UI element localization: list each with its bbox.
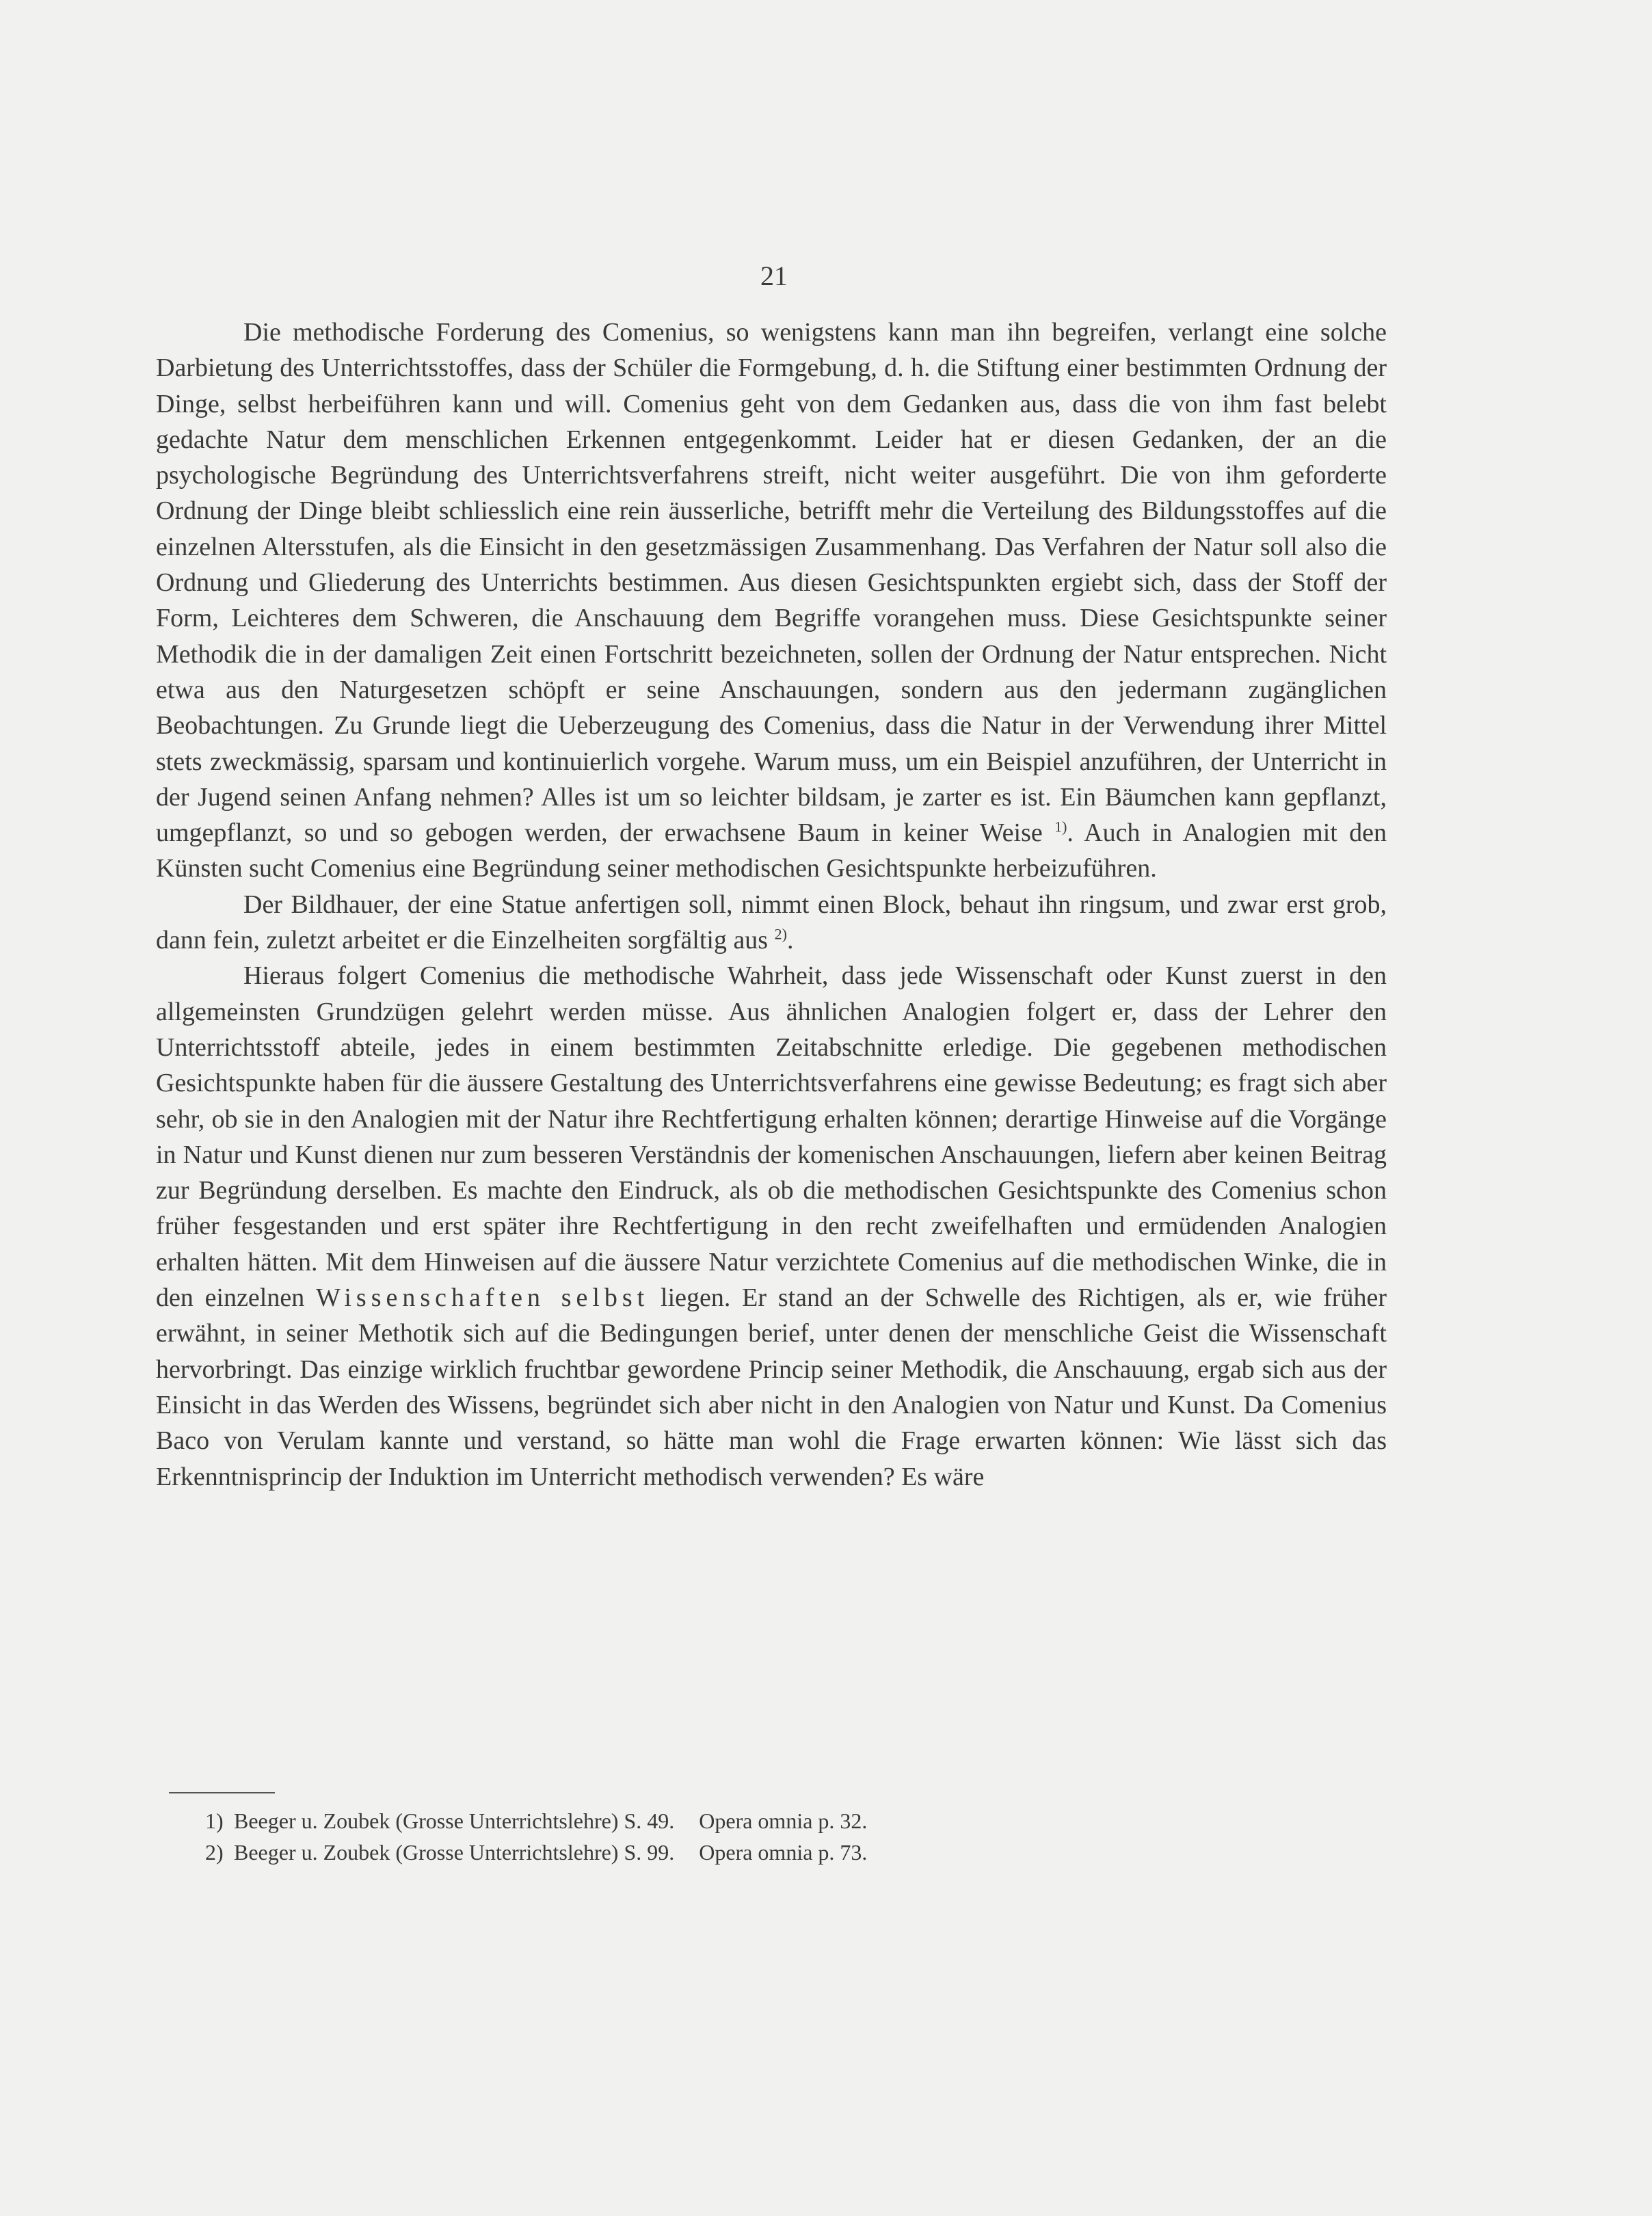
text-run: Hieraus folgert Comenius die methodische Wahrheit, dass jede Wissenschaft oder Kunst zuerst in den allgemeinsten Grundzügen gelehrt werden müsse. Aus ähnlichen Analogien folgert er, dass der Lehrer den Unterrichtsstoff abteile, jedes in einem bestimmten Zeitabschnitte erledige. Die gegebenen methodischen Gesichtspunkte haben für die äussere Gestaltung des Unterrichtsverfahrens eine gewisse Bedeutung; es fragt sich aber sehr, ob sie in den Analogien mit der Natur ihre Rechtfertigung erhalten können; derartige Hinweise auf die Vorgänge in Natur und Kunst dienen nur zum besseren Verständnis der komenischen Anschauungen, liefern aber keinen Beitrag zur Begründung derselben. Es machte den Eindruck, als ob die methodischen Gesichtspunkte des Comenius schon früher fesgestanden und erst später ihre Rechtfertigung in den recht zweifelhaften und ermüdenden Analogien erhalten hätten. Mit dem Hinweisen auf die äussere Natur verzichtete Comenius auf die methodischen Winke, die in den einzelnen (156, 961, 1387, 1313)
emphasis-spaced: Wissenschaften selbst (316, 1283, 650, 1313)
body-text (156, 315, 1387, 1495)
text-run: Die methodische Forderung des Comenius, so wenigstens kann man ihn begreifen, verlangt eine solche Darbietung des Unterrichtsstoffes, dass der Schüler die Formgebung, d. h. die Stiftung einer bestimmten Ordnung der Dinge, selbst herbeiführen kann und will. Comenius geht von dem Gedanken aus, dass die von ihm fast belebt gedachte Natur dem menschlichen Erkennen entgegenkommt. Leider hat er diesen Gedanken, der an die psychologische Begründung des Unterrichtsverfahrens streift, nicht weiter ausgeführt. Die von ihm geforderte Ordnung der Dinge bleibt schliesslich eine rein äusserliche, betrifft mehr die Verteilung des Bildungsstoffes auf die einzelnen Altersstufen, als die Einsicht in den gesetzmässigen Zusammenhang. Das Verfahren der Natur soll also die Ordnung und Gliederung des Unterrichts bestimmen. Aus diesen Gesichtspunkten ergiebt sich, dass der Stoff der Form, Leichteres dem Schweren, die Anschauung dem Begriffe vorangehen muss. Diese Gesichtspunkte seiner Methodik die in der damaligen Zeit einen Fortschritt bezeichneten, sollen der Ordnung der Natur entsprechen. Nicht etwa aus den Naturgesetzen schöpft er seine Anschauungen, sondern aus den jedermann zugänglichen Beobachtungen. Zu Grunde liegt die Ueberzeugung des Comenius, dass die Natur in der Verwendung ihrer Mittel stets zweckmässig, sparsam und kontinuierlich vorgehe. Warum muss, um ein Beispiel anzuführen, der Unterricht in der Jugend seinen Anfang nehmen? Alles ist um so leichter bildsam, je zarter es ist. Ein Bäumchen kann gepflanzt, umgepflanzt, so und so gebogen werden, der erwachsene Baum in keiner Weise (156, 318, 1387, 848)
footnote-citation: Beeger u. Zoubek (Grosse Unterrichtslehre) S. 49. (234, 1808, 675, 1833)
footnote-opera: Opera omnia p. 32. (699, 1808, 868, 1833)
footnote-divider (169, 1792, 275, 1793)
paragraph (156, 887, 1387, 959)
footnote-ref: 1) (1054, 818, 1067, 836)
footnotes (205, 1805, 1231, 1868)
footnote-marker: 1) (205, 1808, 224, 1833)
footnote-ref: 2) (774, 925, 787, 943)
footnote-marker: 2) (205, 1840, 224, 1865)
footnote (205, 1837, 1231, 1868)
text-run: liegen. Er stand an der Schwelle des Richtigen, als er, wie früher erwähnt, in seiner Methotik sich auf die Bedingungen berief, unter denen der menschliche Geist die Wissenschaft hervorbringt. Das einzige wirklich fruchtbar gewordene Princip seiner Methodik, die Anschauung, ergab sich aus der Einsicht in das Werden des Wissens, begründet sich aber nicht in den Analogien von Natur und Kunst. Da Comenius Baco von Verulam kannte und verstand, so hätte man wohl die Frage erwarten können: Wie lässt sich das Erkenntnisprincip der Induktion im Unterricht methodisch verwenden? Es wäre (156, 1283, 1387, 1491)
footnote-opera: Opera omnia p. 73. (699, 1840, 868, 1865)
footnote (205, 1805, 1231, 1837)
text-run: . Auch in Analogien mit den Künsten sucht Comenius eine Begründung seiner methodischen Gesichtspunkte herbeizuführen. (156, 818, 1387, 883)
text-run: Der Bildhauer, der eine Statue anfertigen soll, nimmt einen Block, behaut ihn ringsum, und zwar erst grob, dann fein, zuletzt arbeitet er die Einzelheiten sorgfältig aus (156, 890, 1387, 955)
paragraph (156, 315, 1387, 887)
footnote-citation: Beeger u. Zoubek (Grosse Unterrichtslehre) S. 99. (234, 1840, 675, 1865)
page-number: 21 (760, 261, 788, 291)
text-run: . (786, 926, 794, 955)
paragraph (156, 958, 1387, 1494)
